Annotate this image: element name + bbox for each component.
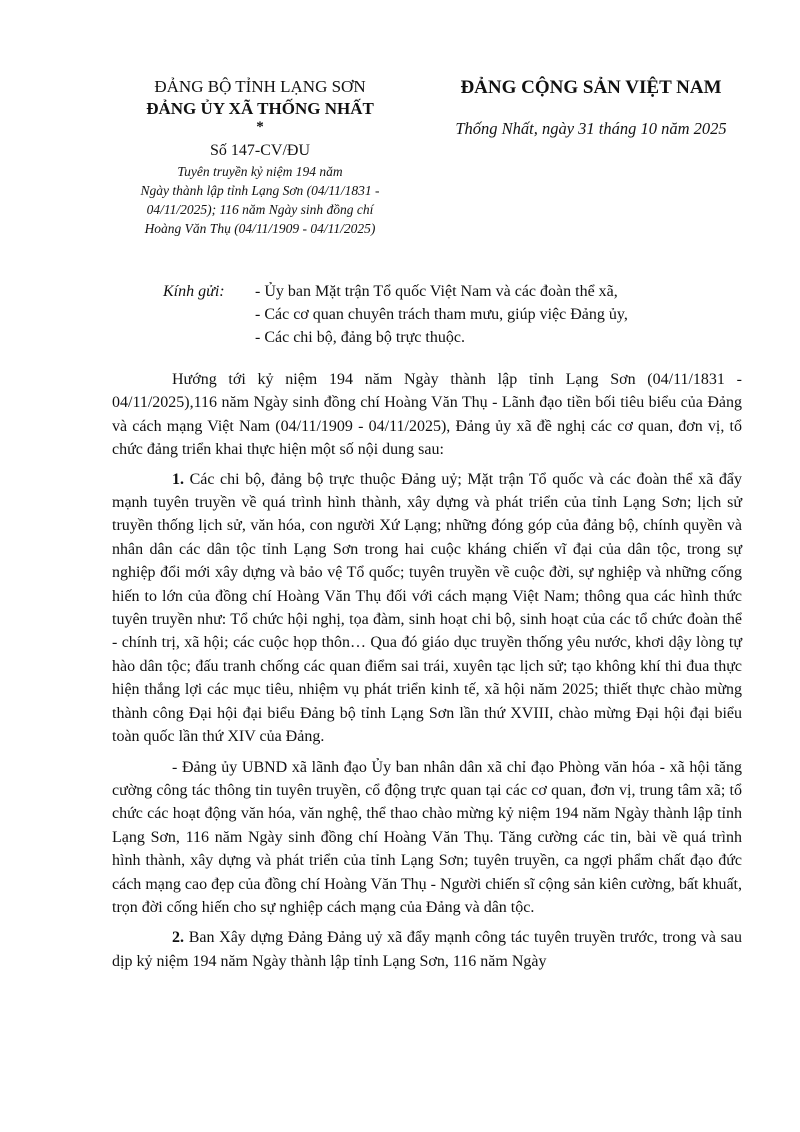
place-date: Thống Nhất, ngày 31 tháng 10 năm 2025 <box>455 119 727 138</box>
section-1-number: 1. <box>172 470 184 488</box>
subject-line: Hoàng Văn Thụ (04/11/1909 - 04/11/2025) <box>144 221 376 236</box>
issuer-header <box>110 76 410 238</box>
subject-line: 04/11/2025); 116 năm Ngày sinh đồng chí <box>146 202 374 217</box>
section-1-sub-paragraph: - Đảng ủy UBND xã lãnh đạo Ủy ban nhân dân xã chỉ đạo Phòng văn hóa - xã hội tăng cường công tác thông tin tuyên truyền, cổ động trực quan tại các cơ quan, đơn vị, trung tâm xã; tổ chức các hoạt động văn hóa, văn nghệ, thể thao chào mừng kỷ niệm 194 năm Ngày thành lập tỉnh Lạng Sơn, 116 năm Ngày sinh đồng chí Hoàng Văn Thụ. Tăng cường các tin, bài về quá trình hình thành, xây dựng và phát triển của tỉnh Lạng Sơn; tuyên truyền, ca ngợi phẩm chất đạo đức cách mạng cao đẹp của đồng chí Hoàng Văn Thụ - Người chiến sĩ cộng sản kiên cường, bất khuất, trọn đời cống hiến cho sự nghiệp cách mạng của Đảng và dân tộc. <box>112 758 742 916</box>
recipient-item: - Ủy ban Mặt trận Tổ quốc Việt Nam và các đoàn thể xã, <box>255 283 618 300</box>
subject-line: Tuyên truyền kỷ niệm 194 năm <box>177 164 343 179</box>
national-header <box>436 76 746 140</box>
national-title: ĐẢNG CỘNG SẢN VIỆT NAM <box>460 77 722 98</box>
section-2-text: Ban Xây dựng Đảng Đảng uỷ xã đẩy mạnh công tác tuyên truyền trước, trong và sau dịp kỷ niệm 194 năm Ngày thành lập tỉnh Lạng Sơn, 116 năm Ngày <box>112 929 743 970</box>
parent-org-name: ĐẢNG BỘ TỈNH LẠNG SƠN <box>154 77 366 96</box>
recipient-item: - Các chi bộ, đảng bộ trực thuộc. <box>255 329 465 346</box>
header-star: * <box>256 119 264 135</box>
section-1-text: Các chi bộ, đảng bộ trực thuộc Đảng uỷ; Mặt trận Tổ quốc và các đoàn thể xã đẩy mạnh tuyên truyền về quá trình hình thành, xây dựng và phát triển của tỉnh Lạng Sơn; lịch sử truyền thống lịch sử, văn hóa, con người Xứ Lạng; những đóng góp của đảng bộ, chính quyền và nhân dân các dân tộc tỉnh Lạng Sơn trong hai cuộc kháng chiến vĩ đại của dân tộc, trong sự nghiệp đổi mới xây dựng và bảo vệ Tổ quốc; tuyên truyền về cuộc đời, sự nghiệp và những cống hiến to lớn của đồng chí Hoàng Văn Thụ đối với cách mạng Việt Nam; thông qua các hình thức tuyên truyền như: Tổ chức hội nghị, tọa đàm, sinh hoạt chi bộ, sinh hoạt của các tổ chức đoàn thể - chính trị, xã hội; các cuộc họp thôn… Qua đó giáo dục truyền thống yêu nước, khơi dậy lòng tự hào dân tộc; đấu tranh chống các quan điểm sai trái, xuyên tạc lịch sử; tạo không khí thi đua thực hiện thắng lợi các mục tiêu, nhiệm vụ phát triển kinh tế, xã hội năm 2025; thiết thực chào mừng thành công Đại hội đại biểu Đảng bộ tỉnh Lạng Sơn lần thứ XVIII, chào mừng Đại hội đại biểu toàn quốc lần thứ XIV của Đảng. <box>112 470 743 746</box>
subject-line: Ngày thành lập tỉnh Lạng Sơn (04/11/1831 - <box>140 183 380 198</box>
issuing-org-name: ĐẢNG ỦY XÃ THỐNG NHẤT <box>146 99 374 118</box>
recipient-item: - Các cơ quan chuyên trách tham mưu, giúp việc Đảng ủy, <box>255 306 628 323</box>
intro-paragraph: Hướng tới kỷ niệm 194 năm Ngày thành lập tỉnh Lạng Sơn (04/11/1831 - 04/11/2025),116 năm Ngày sinh đồng chí Hoàng Văn Thụ - Lãnh đạo tiền bối tiêu biểu của Đảng và cách mạng Việt Nam (04/11/1909 - 04/11/2025), Đảng ủy xã đề nghị các cơ quan, đơn vị, tổ chức đảng triển khai thực hiện một số nội dung sau: <box>112 371 742 459</box>
section-2-paragraph <box>112 926 742 973</box>
section-1-paragraph <box>112 468 742 749</box>
document-body <box>112 368 742 980</box>
document-number: Số 147-CV/ĐU <box>209 142 310 159</box>
recipients-label: Kính gửi: <box>163 283 225 300</box>
section-2-number: 2. <box>172 929 184 947</box>
